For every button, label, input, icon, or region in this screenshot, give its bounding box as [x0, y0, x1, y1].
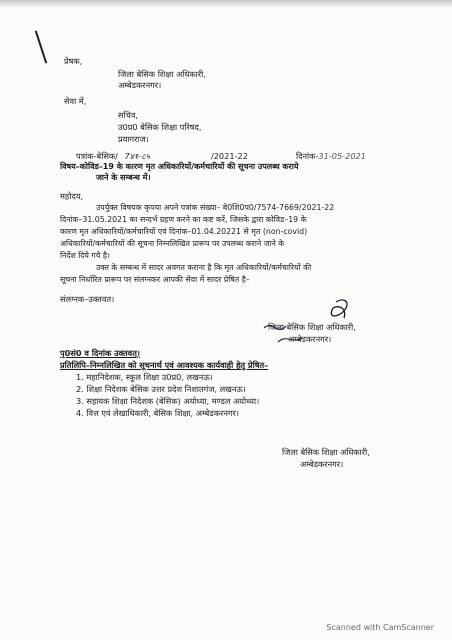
copy-item-4: 4. वित्त एवं लेखाधिकारी, बेसिक शिक्षा, अम्बेडकरनगर।	[76, 408, 239, 418]
copy-intro	[60, 360, 268, 370]
reference-line	[76, 151, 248, 161]
signatory1-line1: जिला बेसिक शिक्षा अधिकारी,	[268, 322, 356, 332]
ref-number: 7४१-८५	[124, 151, 150, 161]
ref-year: /2021-22	[210, 151, 248, 161]
para1-line1: उपर्युक्त विषयक कृपया अपने पत्रांक संख्या– बे0शि0प0/7574-7669/2021-22	[96, 203, 335, 212]
para1-line2: दिनांक–31.05.2021 का सन्दर्भ ग्रहण करने का कष्ट करें, जिसके द्वारा कोविड–19 के	[60, 215, 307, 224]
copy-item-1: 1. महानिदेशक, स्कूल शिक्षा उ0प्र0, लखनऊ।	[76, 372, 213, 382]
copy-intro-text: प्रतिलिपि–निम्नलिखित को सूचनार्थ एवं आवश्यक कार्यवाही हेतु प्रेषित–	[60, 360, 269, 370]
to-line3: प्रयागराज।	[118, 134, 149, 144]
signatory2-line1: जिला बेसिक शिक्षा अधिकारी,	[282, 447, 370, 457]
from-line2: अम्बेडकरनगर।	[118, 80, 162, 90]
para2-line2: सूचना निर्धारित प्रारूप पर संलग्नकर आपकी सेवा में सादर प्रेषित है–	[60, 275, 250, 284]
para1-line4: अधिकारियों/कर्मचारियों की सूचना निम्नलिखित प्रारूप पर उपलब्ध कराने जाने के	[60, 239, 285, 248]
to-line2: उ0प्र0 बेसिक शिक्षा परिषद,	[118, 122, 202, 132]
pen-stroke-mark	[35, 31, 47, 64]
copy-item-2: 2. शिक्षा निदेशक बेसिक उत्तर प्रदेश निशातगंज, लखनऊ।	[76, 384, 246, 394]
to-line1: सचिव,	[118, 110, 139, 120]
subject-line2: जाने के सम्बन्ध में।	[96, 173, 151, 182]
to-label: सेवा में,	[64, 96, 87, 106]
signatory2-line2: अम्बेडकरनगर।	[300, 459, 344, 469]
ref-prefix: पत्रांक-बेसिक/	[76, 151, 118, 161]
subject-line1: विषय–कोविड–19 के कारण मृत अधिकारियों/कर्मचारियों की सूचना उपलब्ध कराये	[60, 162, 299, 171]
salutation: महोदय,	[60, 191, 84, 201]
para1-line5: निर्देश दिये गये है।	[60, 251, 110, 260]
copy-reference: पृ0सं0 व दिनांक उक्तवत्।	[60, 348, 140, 358]
enclosure-note: संलग्नक–उक्तवत।	[60, 294, 115, 304]
para2-line1: उक्त के सम्बन्ध में सादर अवगत कराना है कि मृत अधिकारियों/कर्मचारियों की	[96, 263, 312, 272]
date-label: दिनांक-	[296, 151, 319, 161]
copy-item-3: 3. सहायक शिक्षा निदेशक (बेसिक) अयोध्या, मण्डल अयोध्या।	[76, 396, 260, 406]
signatory1-line2: अम्बेडकरनगर।	[288, 334, 332, 344]
from-line1: जिला बेसिक शिक्षा अधिकारी,	[118, 69, 206, 79]
date-value: 31-05-2021	[318, 151, 366, 161]
scanner-watermark: Scanned with CamScanner	[326, 623, 434, 632]
from-label: प्रेषक,	[64, 56, 83, 66]
para1-line3: कारण मृत अधिकारियों/कर्मचारियों एवं दिनांक–01.04.20221 से मृत (non-covid)	[60, 227, 308, 236]
date-line	[296, 151, 366, 161]
scan-top-edge	[0, 0, 452, 7]
